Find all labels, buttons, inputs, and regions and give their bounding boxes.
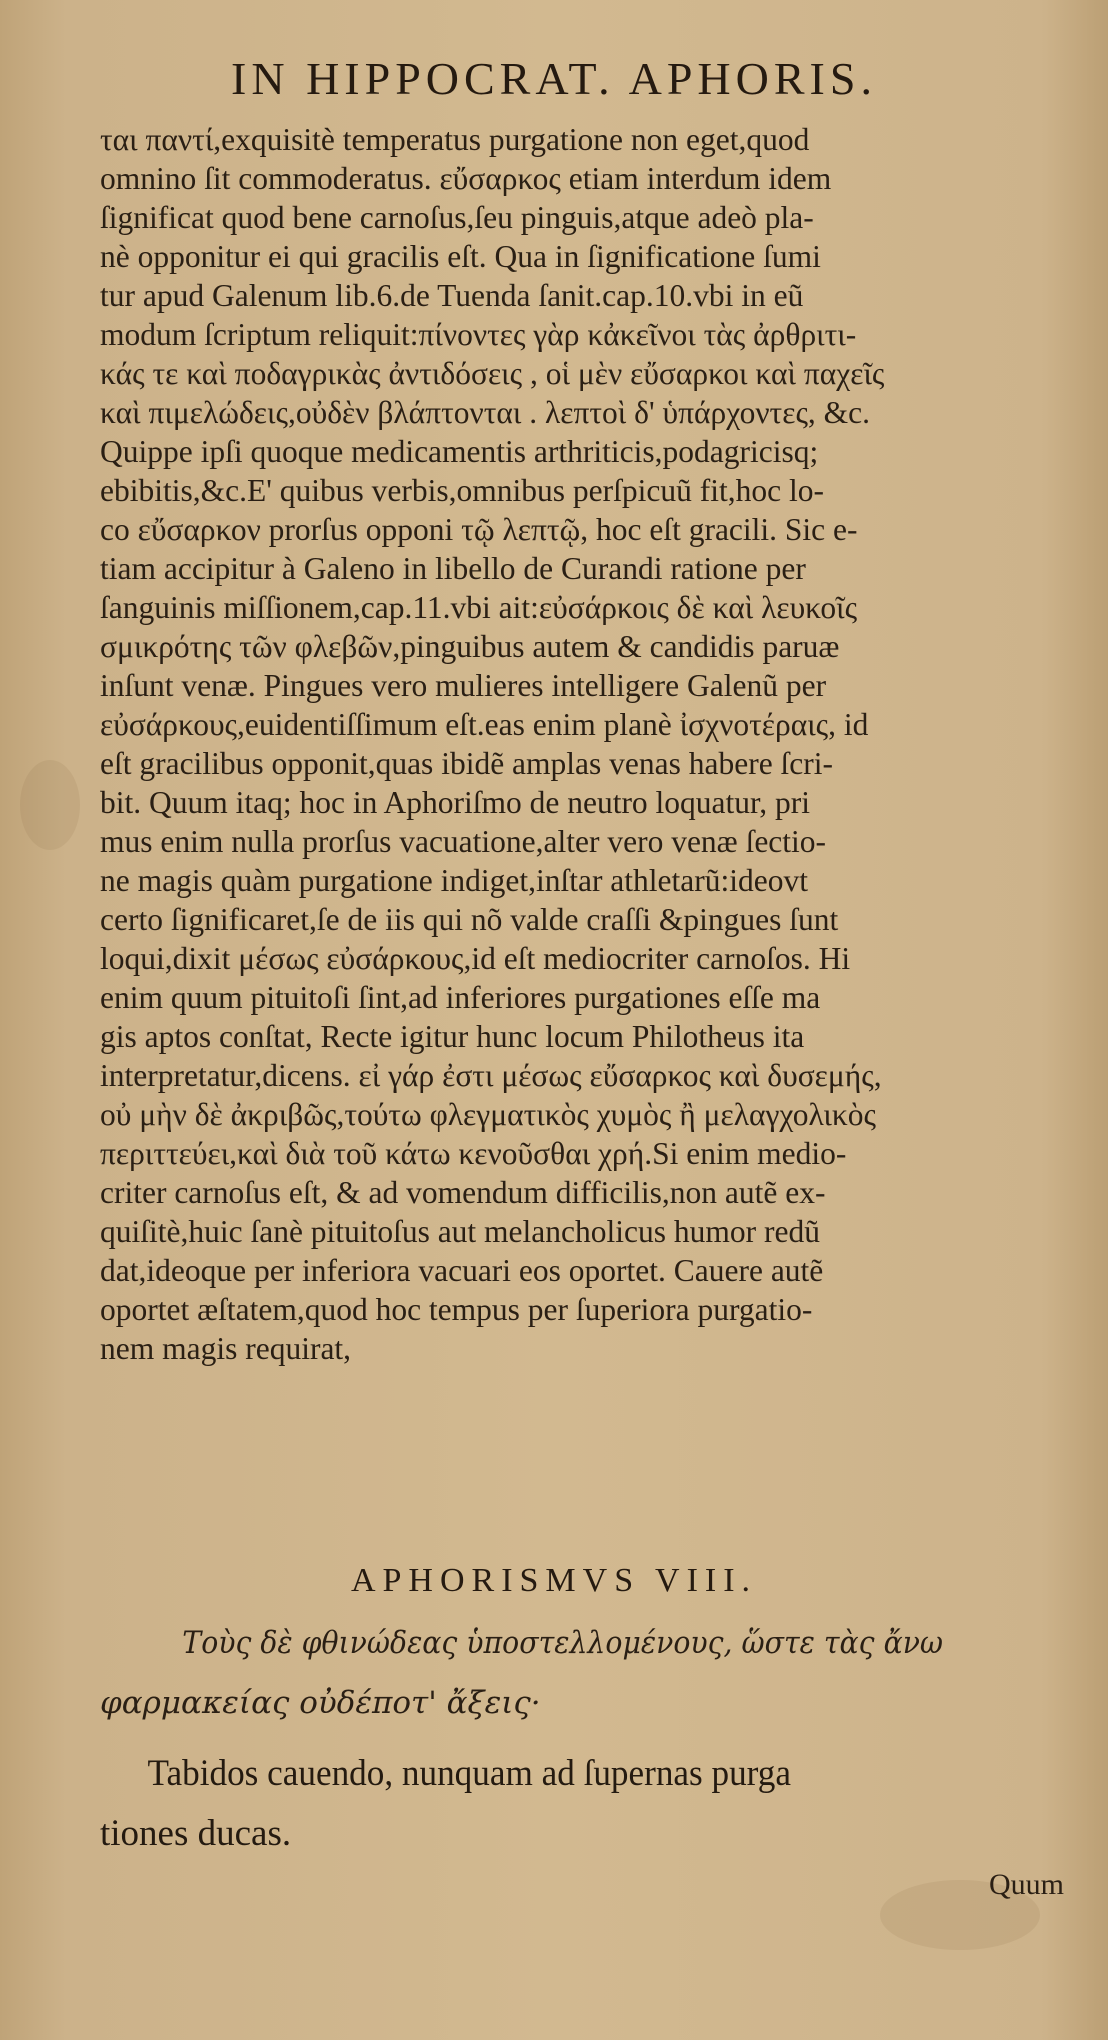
catchword: Quum — [989, 1868, 1064, 1901]
text-line: quiſitè,huic ſanè pituitoſus aut melancholicus humor redũ — [100, 1214, 820, 1249]
text-line: mus enim nulla prorſus vacuatione,alter vero venæ ſectio- — [100, 824, 827, 859]
aphorism-latin-line-1: Tabidos cauendo, nunquam ad ſupernas purga — [147, 1753, 791, 1794]
text-line: nem magis requirat, — [100, 1331, 352, 1366]
commentary-text — [100, 120, 1060, 1368]
text-line: bit. Quum itaq; hoc in Aphoriſmo de neutro loquatur, pri — [100, 785, 811, 820]
text-line: co εὔσαρκον prorſus opponi τῷ λεπτῷ, hoc eſt gracili. Sic e- — [100, 512, 858, 547]
text-line: loqui,dixit μέσως εὐσάρκους,id eſt mediocriter carnoſos. Hi — [100, 941, 851, 976]
text-line: gis aptos conſtat, Recte igitur hunc locum Philotheus ita — [100, 1019, 805, 1054]
text-line: eſt gracilibus opponit,quas ibidẽ amplas venas habere ſcri- — [100, 746, 834, 781]
text-line: nè opponitur ei qui gracilis eſt. Qua in ſignificatione ſumi — [100, 239, 821, 274]
text-line: ne magis quàm purgatione indiget,inſtar athletarũ:ideovt — [100, 863, 808, 898]
paper-stain — [20, 760, 80, 850]
text-line: enim quum pituitoſi ſint,ad inferiores purgationes eſſe ma — [100, 980, 821, 1015]
text-line: ſignificat quod bene carnoſus,ſeu pinguis,atque adeò pla- — [100, 200, 814, 235]
text-line: modum ſcriptum reliquit:πίνοντες γὰρ κἀκεῖνοι τὰς ἀρθριτι- — [100, 317, 857, 352]
aphorism-latin-line-2: tiones ducas. — [100, 1813, 292, 1854]
text-line: καὶ πιμελώδεις,οὐδὲν βλάπτονται . λεπτοὶ δ' ὑπάρχοντες, &c. — [100, 395, 871, 430]
text-line: ſanguinis miſſionem,cap.11.vbi ait:εὐσάρκοις δὲ καὶ λευκοῖς — [100, 590, 858, 625]
text-line: σμικρότης τῶν φλεβῶν,pinguibus autem & candidis paruæ — [100, 629, 840, 664]
text-line: κάς τε καὶ ποδαγρικὰς ἀντιδόσεις , οἱ μὲν εὔσαρκοι καὶ παχεῖς — [100, 356, 885, 391]
text-line: tiam accipitur à Galeno in libello de Curandi ratione per — [100, 551, 806, 586]
text-line: interpretatur,dicens. εἰ γάρ ἐστι μέσως εὔσαρκος καὶ δυσεμής, — [100, 1058, 882, 1093]
text-line: περιττεύει,καὶ διὰ τοῦ κάτω κενοῦσθαι χρή.Si enim medio- — [100, 1136, 847, 1171]
text-line: ται παντί,exquisitè temperatus purgatione non eget,quod — [100, 122, 810, 157]
text-line: οὐ μὴν δὲ ἀκριβῶς,τούτω φλεγματικὸς χυμὸς ἢ μελαγχολικὸς — [100, 1097, 876, 1132]
text-line: criter carnoſus eſt, & ad vomendum difficilis,non autẽ ex- — [100, 1175, 826, 1210]
text-line: Quippe ipſi quoque medicamentis arthriticis,podagricisq; — [100, 434, 819, 469]
text-line: tur apud Galenum lib.6.de Tuenda ſanit.cap.10.vbi in eũ — [100, 278, 804, 313]
text-line: oportet æſtatem,quod hoc tempus per ſuperiora purgatio- — [100, 1292, 813, 1327]
text-line: ebibitis,&c.E' quibus verbis,omnibus perſpicuũ fit,hoc lo- — [100, 473, 824, 508]
aphorism-heading: APHORISMVS VIII. — [350, 1562, 758, 1599]
aphorism-greek-line-1: Τοὺς δὲ φθινώδεας ὑποστελλομένους, ὥστε τὰς ἄνω — [182, 1625, 944, 1661]
aphorism-greek-line-2: φαρμακείας οὐδέποτ' ἄξεις· — [100, 1685, 541, 1721]
text-line: εὐσάρκους,euidentiſſimum eſt.eas enim planè ἰσχνοτέραις, id — [100, 707, 869, 742]
text-line: dat,ideoque per inferiora vacuari eos oportet. Cauere autẽ — [100, 1253, 824, 1288]
text-line: certo ſignificaret,ſe de iis qui nõ valde craſſi &pingues ſunt — [100, 902, 839, 937]
text-line: inſunt venæ. Pingues vero mulieres intelligere Galenũ per — [100, 668, 827, 703]
running-head: IN HIPPOCRAT. APHORIS. — [231, 53, 877, 104]
text-line: omnino ſit commoderatus. εὔσαρκος etiam interdum idem — [100, 161, 832, 196]
